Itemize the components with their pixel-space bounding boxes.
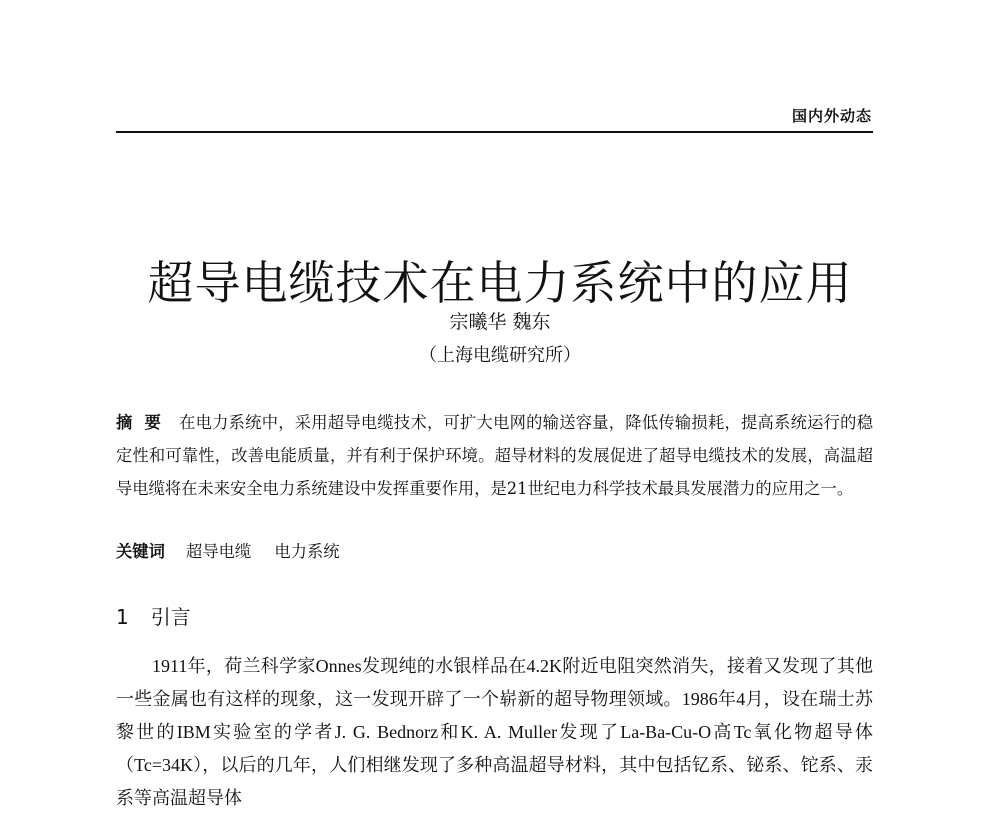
keywords-label: 关键词 bbox=[116, 542, 165, 561]
header-rule bbox=[116, 131, 873, 133]
section-title: 引言 bbox=[150, 605, 191, 629]
abstract bbox=[116, 406, 873, 505]
keywords bbox=[116, 539, 873, 565]
body-paragraph: 1911年，荷兰科学家Onnes发现纯的水银样品在4.2K附近电阻突然消失，接着又发现了其他一些金属也有这样的现象，这一发现开辟了一个崭新的超导物理领域。1986年4月，设在瑞士苏黎世的IBM实验室的学者J. G. Bednorz和K. A. Muller发现了La-Ba-Cu-O高Tc氧化物超导体（Tc=34K），以后的几年，人们相继发现了多种高温超导材料，其中包括钇系、铋系、铊系、汞系等高温超导体 bbox=[116, 656, 873, 808]
abstract-text: 在电力系统中，采用超导电缆技术，可扩大电网的输送容量，降低传输损耗，提高系统运行的稳定性和可靠性，改善电能质量，并有利于保护环境。超导材料的发展促进了超导电缆技术的发展，高温超导电缆将在未来安全电力系统建设中发挥重要作用，是21世纪电力科学技术最具发展潜力的应用之一。 bbox=[116, 413, 873, 498]
section-number: 1 bbox=[116, 605, 129, 629]
keyword-item: 电力系统 bbox=[274, 542, 340, 561]
affiliation: （上海电缆研究所） bbox=[419, 345, 581, 366]
section-heading bbox=[116, 602, 191, 632]
article-title: 超导电缆技术在电力系统中的应用 bbox=[147, 255, 853, 310]
abstract-label: 摘要 bbox=[116, 413, 174, 432]
authors: 宗曦华 魏东 bbox=[449, 311, 551, 333]
section-label: 国内外动态 bbox=[791, 107, 872, 125]
keyword-item: 超导电缆 bbox=[186, 542, 252, 561]
